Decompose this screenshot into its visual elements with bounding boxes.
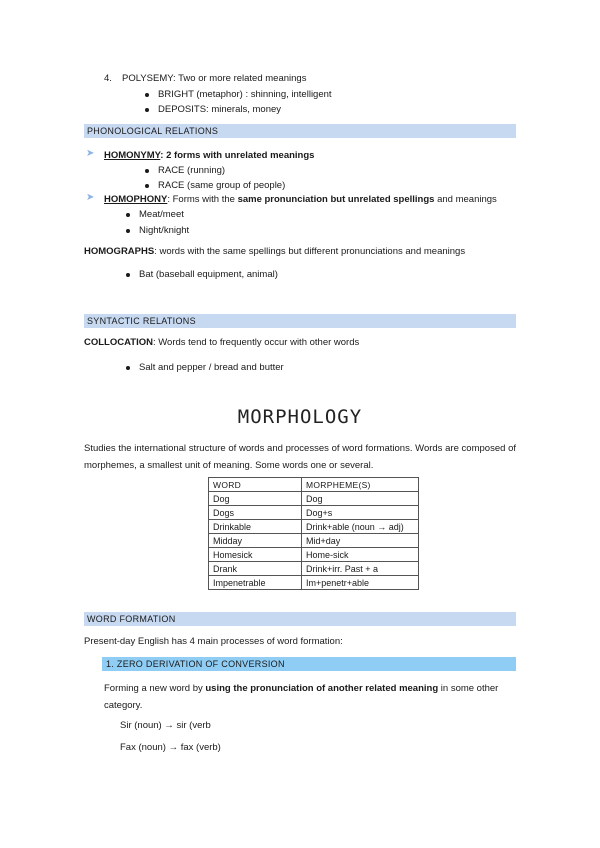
list-item: RACE (same group of people) — [158, 180, 286, 191]
list-item: Salt and pepper / bread and butter — [139, 362, 284, 373]
table-cell: Drank — [209, 562, 302, 576]
homophony-line — [104, 194, 497, 205]
conversion-example: Sir (noun) → sir (verb — [120, 720, 211, 731]
homophony-desc-pre: : Forms with the — [167, 194, 238, 205]
homophony-desc-bold: same pronunciation but unrelated spellings — [237, 194, 435, 205]
homophony-desc-post: and meanings — [434, 194, 497, 205]
table-cell: Mid+day — [302, 534, 419, 548]
table-row — [209, 506, 419, 520]
list-item: Bat (baseball equipment, animal) — [139, 269, 278, 280]
homonymy-desc: 2 forms with unrelated meanings — [166, 150, 315, 161]
section-band-syntactic: SYNTACTIC RELATIONS — [84, 314, 516, 328]
column-header-morphemes: MORPHEME(S) — [302, 478, 419, 492]
table-row — [209, 548, 419, 562]
table-cell: Im+penetr+able — [302, 576, 419, 590]
table-cell: Drink+irr. Past + a — [302, 562, 419, 576]
table-cell: Dog+s — [302, 506, 419, 520]
desc-post: in some other category. — [104, 683, 499, 711]
homographs-desc: : words with the same spellings but different pronunciations and meanings — [154, 246, 466, 257]
table-cell: Drinkable — [209, 520, 302, 534]
conversion-example: Fax (noun) → fax (verb) — [120, 742, 221, 753]
table-cell: Dog — [209, 492, 302, 506]
list-item: Meat/meet — [139, 209, 184, 220]
list-item: RACE (running) — [158, 165, 226, 176]
table-cell: Dog — [302, 492, 419, 506]
table-row — [209, 520, 419, 534]
polysemy-heading: POLYSEMY: Two or more related meanings — [122, 73, 307, 84]
column-header-word: WORD — [209, 478, 302, 492]
desc-bold: using the pronunciation of another related meaning — [205, 683, 439, 694]
table-cell: Homesick — [209, 548, 302, 562]
table-row — [209, 562, 419, 576]
table-row — [209, 576, 419, 590]
list-item: Night/knight — [139, 225, 190, 236]
table-cell: Dogs — [209, 506, 302, 520]
table-cell: Home-sick — [302, 548, 419, 562]
homophony-term: HOMOPHONY — [104, 194, 168, 205]
arrow-bullet-icon: ➤ — [86, 148, 95, 159]
word-formation-intro: Present-day English has 4 main processes of word formation: — [84, 636, 343, 647]
desc-pre: Forming a new word by — [104, 683, 206, 694]
table-row — [209, 492, 419, 506]
table-cell: Midday — [209, 534, 302, 548]
homographs-term: HOMOGRAPHS — [84, 246, 155, 257]
section-band-phonological: PHONOLOGICAL RELATIONS — [84, 124, 516, 138]
morphology-intro: Studies the international structure of words and processes of word formations. Words are composed of morphemes, a smallest unit of meaning. Some words one or several. — [84, 443, 516, 471]
arrow-bullet-icon: ➤ — [86, 192, 95, 203]
homonymy-line: HOMONYMY: 2 forms with unrelated meanings — [104, 150, 315, 161]
zero-derivation-desc — [104, 680, 516, 714]
morpheme-table — [208, 477, 419, 590]
subsection-band-zero-derivation: 1. ZERO DERIVATION OF CONVERSION — [102, 657, 516, 671]
list-item: DEPOSITS: minerals, money — [158, 104, 282, 115]
list-item: BRIGHT (metaphor) : shinning, intelligent — [158, 89, 332, 100]
homonymy-term: HOMONYMY — [104, 150, 161, 161]
collocation-line — [84, 337, 359, 348]
table-cell: Drink+able (noun → adj) — [302, 520, 419, 534]
table-header-row — [209, 478, 419, 492]
collocation-term: COLLOCATION — [84, 337, 153, 348]
homographs-line — [84, 246, 465, 257]
table-cell: Impenetrable — [209, 576, 302, 590]
collocation-desc: : Words tend to frequently occur with other words — [152, 337, 360, 348]
table-row — [209, 534, 419, 548]
list-number: 4. — [104, 73, 112, 84]
section-band-word-formation: WORD FORMATION — [84, 612, 516, 626]
page-title: MORPHOLOGY — [237, 406, 363, 428]
